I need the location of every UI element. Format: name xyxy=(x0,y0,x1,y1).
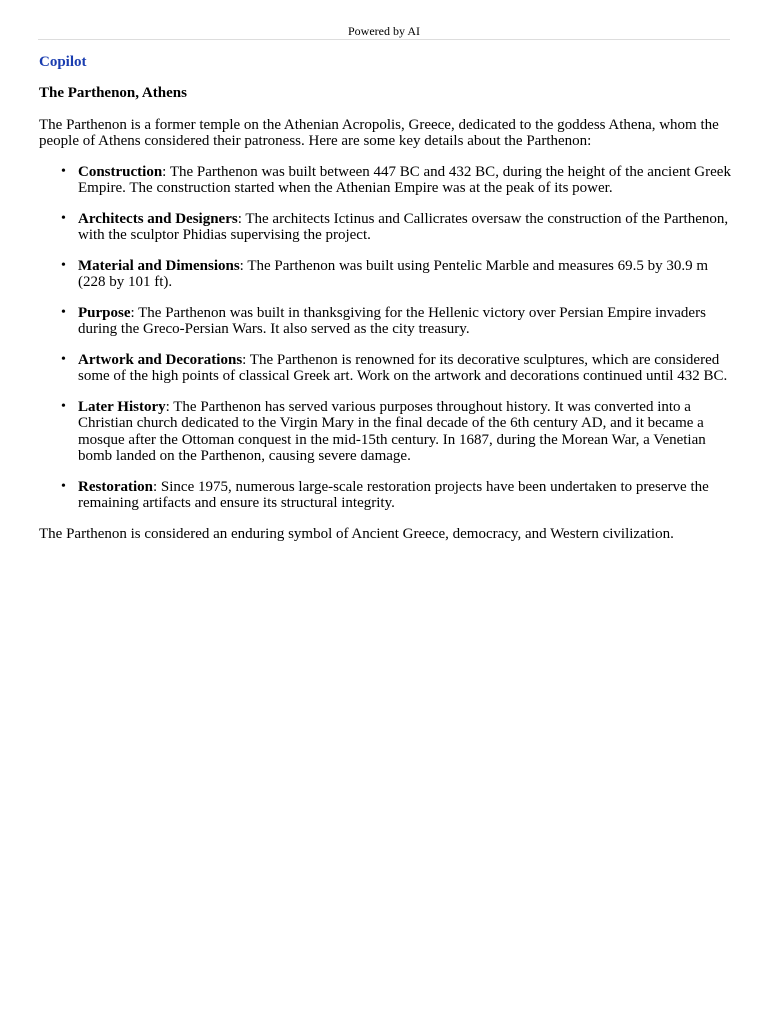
item-text: : The Parthenon has served various purposes throughout history. It was converted into a Christian church dedicated to the Virgin Mary in the final decade of the 6th century AD, and it became a mosque after the Ottoman conquest in the mid-15th century. In 1687, during the Morean War, a Venetian bomb landed on the Parthenon, causing severe damage. xyxy=(78,398,706,464)
list-item xyxy=(61,163,734,197)
item-text: : The Parthenon was built using Pentelic Marble and measures 69.5 by 30.9 m (228 by 101 ft). xyxy=(78,257,709,290)
item-label: Later History xyxy=(78,398,166,415)
list-item xyxy=(61,478,734,512)
article-title: The Parthenon, Athens xyxy=(39,85,187,101)
document-content xyxy=(39,53,734,542)
list-item xyxy=(61,398,734,465)
bullet-icon: • xyxy=(61,210,66,226)
list-item xyxy=(61,304,734,338)
item-label: Purpose xyxy=(78,304,131,321)
item-label: Construction xyxy=(78,163,163,180)
bullet-icon: • xyxy=(61,478,66,494)
item-text: : The Parthenon was built between 447 BC and 432 BC, during the height of the ancient Greek Empire. The construction started when the Athenian Empire was at the peak of its power. xyxy=(78,163,731,196)
item-label: Architects and Designers xyxy=(78,210,238,227)
item-text: : The Parthenon was built in thanksgiving for the Hellenic victory over Persian Empire invaders during the Greco-Persian Wars. It also served as the city treasury. xyxy=(78,304,706,337)
article-intro: The Parthenon is a former temple on the Athenian Acropolis, Greece, dedicated to the goddess Athena, whom the people of Athens considered their patroness. Here are some key details about the Parthenon: xyxy=(39,116,719,149)
bullet-icon: • xyxy=(61,304,66,320)
details-list xyxy=(39,164,734,512)
item-label: Artwork and Decorations xyxy=(78,351,243,368)
item-text: : The Parthenon is renowned for its decorative sculptures, which are considered some of the high points of classical Greek art. Work on the artwork and decorations continued until 432 BC. xyxy=(78,351,728,384)
item-text: : Since 1975, numerous large-scale restoration projects have been undertaken to preserve the remaining artifacts and ensure its structural integrity. xyxy=(78,478,709,511)
article-closing: The Parthenon is considered an enduring symbol of Ancient Greece, democracy, and Western civilization. xyxy=(39,525,674,542)
bullet-icon: • xyxy=(61,163,66,179)
brand-title: Copilot xyxy=(39,54,87,70)
list-item xyxy=(61,210,734,244)
bullet-icon: • xyxy=(61,257,66,273)
item-text: : The architects Ictinus and Callicrates oversaw the construction of the Parthenon, with the sculptor Phidias supervising the project. xyxy=(78,210,729,243)
powered-by-header: Powered by AI xyxy=(38,24,730,40)
list-item xyxy=(61,257,734,291)
item-label: Material and Dimensions xyxy=(78,257,240,274)
bullet-icon: • xyxy=(61,351,66,367)
list-item xyxy=(61,351,734,385)
bullet-icon: • xyxy=(61,398,66,414)
item-label: Restoration xyxy=(78,478,153,495)
